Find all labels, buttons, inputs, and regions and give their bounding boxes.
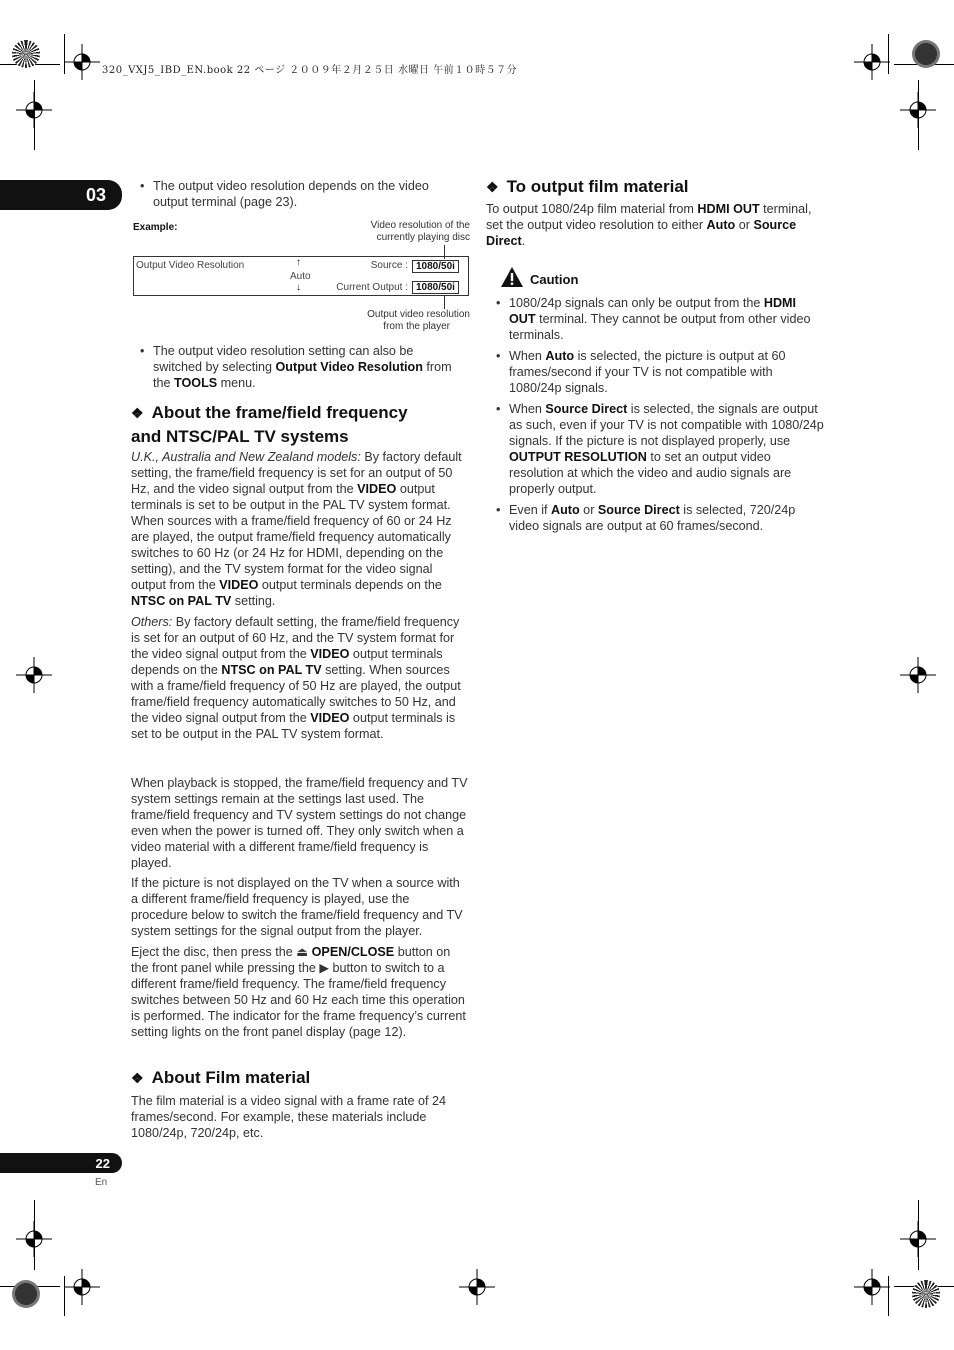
- registration-crosshair-icon: [459, 1269, 495, 1305]
- paragraph: Eject the disc, then press the ⏏ OPEN/CLOSE button on the front panel while pressing the ▶ button to switch to a different frame/field frequency. The frame/field frequency switches between 50 Hz and 60 Hz each time this operation is performed. The indicator for the frame frequency’s current setting lights on the front panel display (page 12).: [131, 945, 466, 1039]
- section-heading: ❖ About the frame/field frequency and NTSC/PAL TV systems: [131, 403, 408, 446]
- registration-crosshair-icon: [900, 657, 936, 693]
- page-number: 22: [95, 1155, 110, 1171]
- registration-crosshair-icon: [16, 657, 52, 693]
- eject-icon: ⏏: [296, 945, 309, 959]
- section-heading: ❖ To output film material: [486, 177, 689, 196]
- diagram-note-top-2: currently playing disc: [376, 232, 470, 243]
- registration-starburst-icon: [12, 1280, 40, 1308]
- registration-crosshair-icon: [900, 92, 936, 128]
- print-header: 320_VXJ5_IBD_EN.book 22 ページ ２００９年２月２５日 水曜日 午前１０時５７分: [102, 65, 518, 76]
- paragraph: When playback is stopped, the frame/field frequency and TV system settings remain at the settings last used. The frame/field frequency and TV system settings do not change even when the power is turned off. They only switch when a video material with a different frame/field frequency is played.: [131, 776, 468, 870]
- play-icon: ▶: [319, 961, 330, 975]
- paragraph: If the picture is not displayed on the TV when a source with a different frame/field frequency is played, use the procedure below to switch the frame/field frequency and TV system settings for the signal output from the player.: [131, 876, 463, 938]
- page-number-tab: [0, 1153, 122, 1173]
- diamond-icon: ❖: [131, 1070, 144, 1086]
- chapter-tab: [0, 180, 122, 210]
- list-item: • When Source Direct is selected, the signals are output as such, even if your TV is not compatible with 1080/24p signals. If the picture is not displayed properly, use OUTPUT RESOLUTION to set an output video resolution at which the video and audio signals are properly output.: [509, 401, 824, 497]
- warning-icon: [500, 266, 524, 288]
- registration-crosshair-icon: [16, 1221, 52, 1257]
- diagram-note-top-1: Video resolution of the: [370, 220, 470, 231]
- registration-crosshair-icon: [64, 1269, 100, 1305]
- section-heading: ❖ About Film material: [131, 1068, 311, 1087]
- list-item: • When Auto is selected, the picture is output at 60 frames/second if your TV is not compatible with 1080/24p signals.: [509, 348, 824, 396]
- registration-crosshair-icon: [900, 1221, 936, 1257]
- paragraph: The film material is a video signal with a frame rate of 24 frames/second. For example, these materials include 1080/24p, 720/24p, etc.: [131, 1094, 446, 1140]
- osd-panel: [133, 256, 469, 296]
- registration-crosshair-icon: [64, 44, 100, 80]
- arrow-up-icon: ↑: [296, 257, 301, 268]
- caution-label: Caution: [530, 272, 579, 287]
- source-value: 1080/50i: [412, 260, 459, 273]
- language-label: En: [95, 1177, 108, 1188]
- diamond-icon: ❖: [131, 405, 144, 421]
- arrow-down-icon: ↓: [296, 282, 301, 293]
- diagram-note-bottom-1: Output video resolution: [367, 309, 470, 320]
- example-label: Example:: [133, 222, 178, 233]
- source-label: Source :: [370, 260, 408, 271]
- list-item: • Even if Auto or Source Direct is selected, 720/24p video signals are output at 60 frames/second.: [509, 502, 824, 534]
- osd-mode: Auto: [290, 271, 311, 282]
- current-output-value: 1080/50i: [412, 281, 459, 294]
- registration-crosshair-icon: [854, 1269, 890, 1305]
- registration-starburst-icon: [912, 40, 940, 68]
- paragraph: To output 1080/24p film material from HDMI OUT terminal, set the output video resolution to either Auto or Source Direct.: [486, 202, 812, 248]
- list-item: • The output video resolution setting can also be switched by selecting Output Video Resolution from the TOOLS menu.: [153, 343, 458, 391]
- osd-row-label: Output Video Resolution: [136, 260, 245, 271]
- list-item: • The output video resolution depends on the video output terminal (page 23).: [153, 178, 458, 210]
- callout-line: [444, 295, 445, 309]
- registration-crosshair-icon: [854, 44, 890, 80]
- list-item: • 1080/24p signals can only be output from the HDMI OUT terminal. They cannot be output from other video terminals.: [509, 295, 824, 343]
- paragraph: U.K., Australia and New Zealand models: By factory default setting, the frame/field frequency is set for an output of 50 Hz, and the video signal output from the VIDEO output terminals is set to be output in the PAL TV system format. When sources with a frame/field frequency of 60 or 24 Hz are played, the output frame/field frequency automatically switches to 60 Hz (or 24 Hz for HDMI, depending on the setting), and the TV system format for the video signal output from the VIDEO output terminals depends on the NTSC on PAL TV setting.: [131, 450, 462, 608]
- paragraph: Others: By factory default setting, the frame/field frequency is set for an output of 60 Hz, and the TV system format for the video signal output from the VIDEO output terminals depends on the NTSC on PAL TV setting. When sources with a frame/field frequency of 50 Hz are played, the output frame/field frequency automatically switches to 50 Hz, and the video signal output from the VIDEO output terminals is set to be output in the PAL TV system format.: [131, 615, 461, 741]
- chapter-number: 03: [85, 184, 106, 205]
- diamond-icon: ❖: [486, 179, 499, 195]
- registration-starburst-icon: [12, 40, 40, 68]
- diagram-note-bottom-2: from the player: [383, 321, 450, 332]
- registration-starburst-icon: [912, 1280, 940, 1308]
- current-output-label: Current Output :: [336, 282, 408, 293]
- registration-crosshair-icon: [16, 92, 52, 128]
